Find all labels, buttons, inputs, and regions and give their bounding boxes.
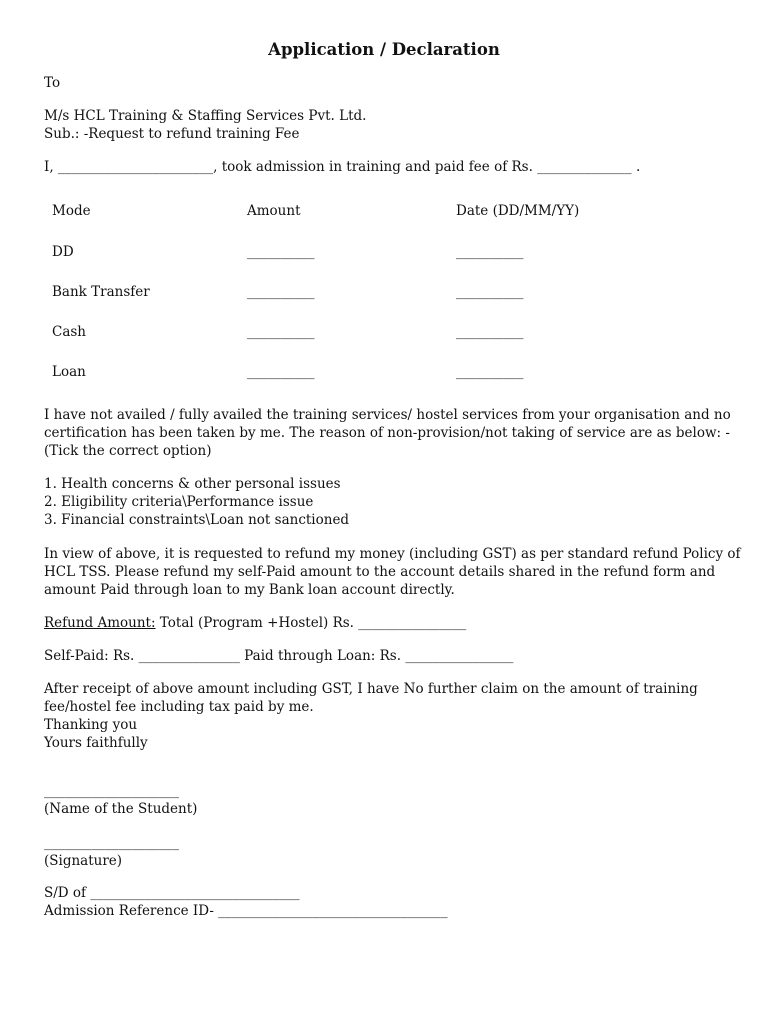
closing-line: Thanking you: [44, 717, 138, 733]
declaration-paragraph: [44, 406, 731, 460]
addressee: M/s HCL Training & Staffing Services Pvt. Ltd.: [44, 108, 367, 124]
closing-line: After receipt of above amount including GST, I have No further claim on the amount of training: [44, 681, 698, 697]
row-amount-blank: __________: [247, 244, 315, 260]
list-item: 3. Financial constraints\Loan not sanctioned: [44, 512, 350, 528]
to-label: To: [44, 75, 61, 91]
declaration-line: I have not availed / fully availed the training services/ hostel services from your organisation and no: [44, 407, 731, 423]
row-mode: Cash: [52, 324, 87, 340]
page-title: Application / Declaration: [268, 40, 500, 59]
table-header-amount: Amount: [247, 203, 301, 219]
row-date-blank: __________: [456, 244, 524, 260]
request-line: amount Paid through loan to my Bank loan account directly.: [44, 582, 455, 598]
refund-amount-label: Refund Amount:: [44, 615, 156, 631]
table-header-mode: Mode: [52, 203, 91, 219]
row-mode: Bank Transfer: [52, 284, 150, 300]
row-amount-blank: __________: [247, 324, 315, 340]
signature-blank: ____________________: [44, 835, 179, 851]
sd-of-line: S/D of _______________________________: [44, 885, 300, 901]
declaration-line: certification has been taken by me. The reason of non-provision/not taking of service are as below: -: [44, 425, 730, 441]
list-item: 1. Health concerns & other personal issues: [44, 476, 341, 492]
closing-line: Yours faithfully: [44, 735, 148, 751]
refund-amount-line: [44, 614, 466, 632]
declaration-line: (Tick the correct option): [44, 443, 212, 459]
request-line: HCL TSS. Please refund my self-Paid amount to the account details shared in the refund form and: [44, 564, 716, 580]
subject-line: Sub.: -Request to refund training Fee: [44, 126, 300, 142]
closing-paragraph: [44, 680, 716, 752]
row-amount-blank: __________: [247, 364, 315, 380]
row-date-blank: __________: [456, 284, 524, 300]
student-name-blank: ____________________: [44, 783, 179, 799]
request-line: In view of above, it is requested to refund my money (including GST) as per standard refund Policy of: [44, 546, 741, 562]
self-paid-line: Self-Paid: Rs. _______________ Paid through Loan: Rs. ________________: [44, 648, 514, 664]
signature-label: (Signature): [44, 853, 123, 869]
list-item: 2. Eligibility criteria\Performance issue: [44, 494, 314, 510]
intro-line: I, _______________________, took admission in training and paid fee of Rs. ______________ .: [44, 159, 641, 175]
admission-reference-line: Admission Reference ID- __________________________________: [44, 903, 448, 919]
table-header-date: Date (DD/MM/YY): [456, 203, 580, 219]
row-date-blank: __________: [456, 324, 524, 340]
row-amount-blank: __________: [247, 284, 315, 300]
row-mode: DD: [52, 244, 74, 260]
closing-line: fee/hostel fee including tax paid by me.: [44, 699, 314, 715]
row-date-blank: __________: [456, 364, 524, 380]
student-name-label: (Name of the Student): [44, 801, 198, 817]
row-mode: Loan: [52, 364, 86, 380]
refund-amount-text: Total (Program +Hostel) Rs. ________________: [155, 615, 467, 631]
request-paragraph: [44, 545, 741, 599]
reason-options: [44, 475, 716, 529]
